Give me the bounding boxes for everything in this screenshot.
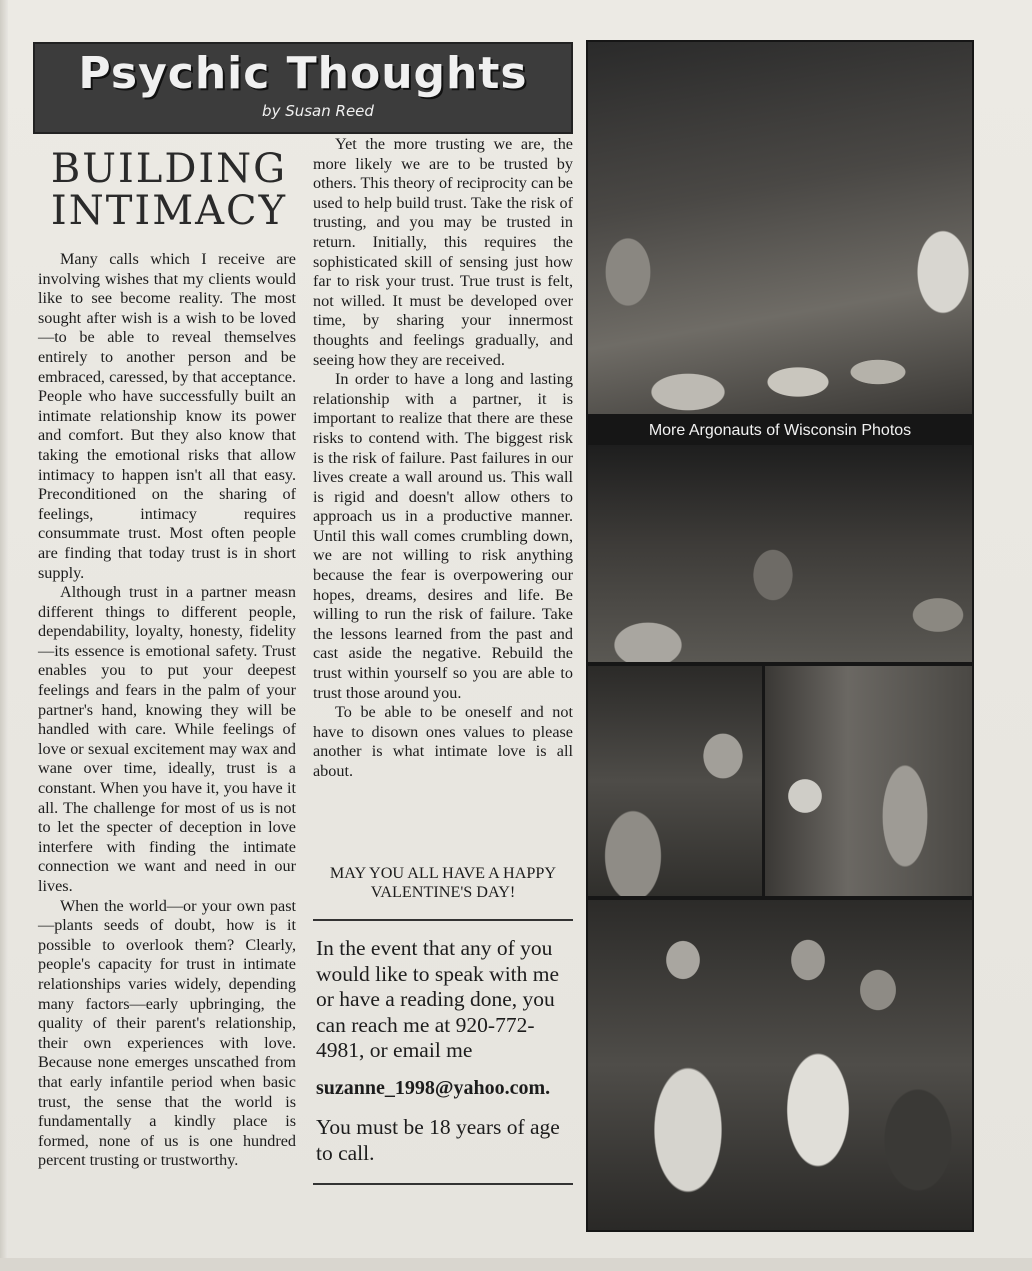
photo-caption: More Argonauts of Wisconsin Photos	[588, 416, 972, 444]
headline-line-2: INTIMACY	[50, 188, 288, 234]
contact-text: In the event that any of you would like to speak with me or have a reading done, you can reach me at 920-772-4981, or email me	[316, 936, 560, 1062]
article-column-1	[38, 250, 296, 1171]
two-men-photo	[588, 666, 762, 896]
article-column-2	[313, 135, 573, 782]
paragraph: To be able to be oneself and not have to disown ones values to please another is what intimate love is all about.	[313, 703, 573, 780]
byline: by Susan Reed	[262, 102, 374, 120]
paragraph: When the world—or your own past—plants seeds of doubt, how is it possible to overlook them? Clearly, people's capacity for trust in intimate relationships varies widely, depending many factors—early upbringing, the quality of their parent's relationship, their own experiences with love. Because none emerges unscathed from that early infantile period when basic trust, the sense that the world is fundamentally a kindly place is formed, none of us is one hundred percent trusting or trustworthy.	[38, 896, 296, 1170]
dinner-crowd-photo	[588, 445, 972, 662]
contact-box	[316, 936, 574, 1166]
paragraph: In order to have a long and lasting relationship with a partner, it is important to realize that there are these risks to contend with. The biggest risk is the risk of failure. Past failures in our lives create a wall around us. This wall is rigid and doesn't allow others to approach us in a productive manner. Until this wall comes crumbling down, we are not willing to risk anything because the fear is overpowering our hopes, dreams, desires and life. Be willing to run the risk of failure. Take the lessons learned from the past and cast aside the negative. Rebuild the trust within yourself so you are able to trust those around you.	[313, 370, 573, 702]
page-bottom-edge	[0, 1258, 1032, 1271]
valentine-greeting: MAY YOU ALL HAVE A HAPPY VALENTINE'S DAY!	[329, 864, 557, 901]
man-in-harness-photo	[765, 666, 972, 896]
divider-top	[313, 919, 573, 921]
age-notice: You must be 18 years of age to call.	[316, 1115, 560, 1165]
paragraph: Although trust in a partner measn different things to different people, dependability, loyalty, honesty, fidelity—its essence is emotional safety. Trust enables you to put your deepest feelings and fears in the palm of your partner's hand, knowing they will be handled with care. While feelings of love or sexual excitement may wax and wane over time, ideally, trust is a constant. When you have it, you have it all. The challenge for most of us is not to let the specter of deception in love interfere with finding the intimate connection we want and need in our lives.	[38, 583, 296, 895]
page-binding-edge	[0, 0, 8, 1271]
article-headline	[38, 148, 300, 232]
headline-line-1: BUILDING	[50, 146, 288, 192]
banquet-photo	[588, 42, 972, 414]
contact-email[interactable]: suzanne_1998@yahoo.com.	[316, 1076, 551, 1099]
column-banner	[33, 42, 573, 134]
column-title: Psychic Thoughts	[78, 48, 528, 99]
paragraph: Yet the more trusting we are, the more likely we are to be trusted by others. This theory of reciprocity can be used to help build trust. Take the risk of trusting, and you may be trusted in return. Initially, this requires the sophisticated skill of sensing just how far to risk your trust. True trust is felt, not willed. It must be developed over time, by sharing your innermost thoughts and feelings gradually, and seeing how they are received.	[313, 135, 573, 369]
divider-bottom	[313, 1183, 573, 1185]
paragraph: Many calls which I receive are involving wishes that my clients would like to see become reality. The most sought after wish is a wish to be loved—to be able to reveal themselves entirely to another person and be embraced, caressed, by that acceptance. People who have successfully built an intimate relationship know its power and comfort. But they also know that taking the emotional risks that allow intimacy to happen isn't all that easy. Preconditioned on the sharing of feelings, intimacy requires consummate trust. Most often people are finding that today trust is in short supply.	[38, 250, 296, 582]
group-portrait-photo	[588, 900, 972, 1230]
